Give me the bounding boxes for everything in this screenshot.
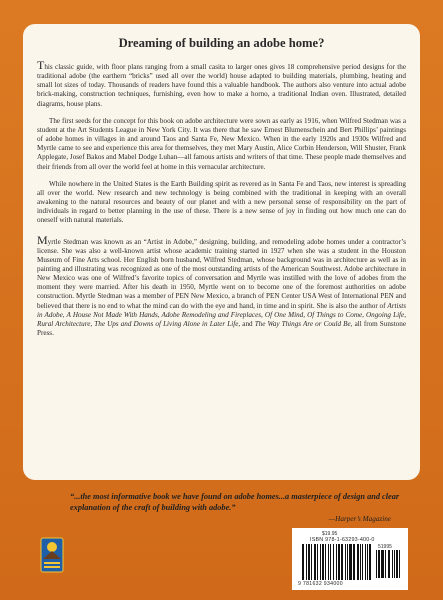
description-panel (23, 24, 420, 480)
barcode-bar (306, 544, 307, 580)
author-bio (37, 232, 406, 339)
barcode-bar (392, 550, 393, 578)
barcode-box (292, 528, 408, 590)
barcode-bar (345, 544, 346, 580)
barcode-bar (388, 550, 390, 578)
review-quote: “...the most informative book we have found on adobe homes...a masterpiece of design and clear explanation of the craft of building with adobe.” (70, 492, 400, 512)
barcode-bar (353, 544, 355, 580)
barcode-bar (308, 544, 310, 580)
barcode-bar (341, 544, 343, 580)
headline: Dreaming of building an adobe home? (118, 36, 325, 50)
history-paragraph: The first seeds for the concept for this book on adobe architecture were sown as early as 1916, when Wilfred Stedman was a student at the Art Students League in New York City. It was there that he saw Ernest Blumenschein and Bert Phillips’ paintings of adobe homes in villages in and around Taos and Santa Fe, New Mexico. When in the early 1920s and 1930s Wilfred and Myrtle came to see and experience this area for themselves, they met Mary Austin, Alice Corbin Henderson, Will Shuster, Frank Applegate, Josef Bakos and Mabel Dodge Luhan—all famous artists and writers of that time. These people made themselves and their friends from all over the world feel at home in this vernacular architecture. (37, 116, 406, 171)
barcode-bar (333, 544, 334, 580)
bio-text: Myrtle Stedman was known as an “Artist in Adobe,” designing, building, and remodeling adobe homes under a contractor’s license. She was also a well-known artist whose academic training started in 1927 when she was a student in the Houston Museum of Fine Arts school. Her English born husband, Wilfred Stedman, whose background was in architecture as well as in painting and illustrating was recognized as one of the most outstanding artists of the American Southwest. Adobe architecture in New Mexico was one of Wilfred’s favorite topics of conversation and Myrtle was instilled with the love of adobes from the moment they were married. After his death in 1950, Myrtle went on to become one of the foremost authorities on adobe construction. Myrtle Stedman was a member of PEN New Mexico, a branch of PEN Center USA West of International PEN and believed that there is no end to what the mind can do with the eye and hand, in time and in spirit. She is also the author of (37, 232, 406, 310)
barcode-bar (369, 544, 371, 580)
barcode-bar (394, 550, 395, 578)
barcode-bar (302, 544, 304, 580)
barcode-bar (362, 544, 363, 580)
addon-barcode-icon (376, 550, 400, 578)
review-attribution: —Harper’s Magazine (328, 515, 391, 523)
barcode-bar (367, 544, 368, 580)
bio-end: all from Sunstone Press. (37, 319, 406, 338)
bio-and: and (240, 319, 255, 328)
addon-number: 51995 (378, 544, 392, 550)
barcode-bar (365, 544, 366, 580)
barcode-bar (314, 544, 316, 580)
barcode-bar (376, 550, 377, 578)
barcode-bar (322, 544, 324, 580)
barcode-bar (399, 550, 400, 578)
barcode-bar (320, 544, 321, 580)
bio-book-last: The Way Things Are or Could Be, (254, 319, 353, 328)
barcode-bar (336, 544, 337, 580)
sunstone-press-logo-icon (40, 537, 64, 573)
barcode-bar (349, 544, 352, 580)
ean-number: 9 781632 934000 (298, 581, 343, 587)
barcode-bar (396, 550, 398, 578)
barcode-bar (360, 544, 361, 580)
barcode-bar (330, 544, 331, 580)
interest-paragraph: While nowhere in the United States is the Earth Building spirit as revered as in Santa Fe and Taos, new interest is spreading all over the world. New research and new technology is being combined with the traditional in keeping with an overall awakening to the natural resources and beauty of our planet and with a new personal sense of responsibility on the part of individuals in regard to better planning in the use of these. There is a new sense of joy in finding out how much one can do oneself with natural materials. (37, 179, 406, 225)
barcode-bar (381, 550, 384, 578)
barcode-bar (338, 544, 340, 580)
intro-paragraph: This classic guide, with floor plans ranging from a small casita to larger ones gives 18 comprehensive period designs for the traditional adobe (the earthern “bricks” used all over the world) house adapted to building materials, plumbing, heating and small lot sizes of today. Thousands of readers have found this a valuable handbook. The authors also venture into actual adobe brick-making, construction techniques, furnishing, even how to make a horno, a traditional Indian oven. Illustrated, detailed diagrams, house plans. (37, 58, 406, 108)
barcode-bar (317, 544, 318, 580)
barcode-bar (311, 544, 312, 580)
barcode-bar (378, 550, 380, 578)
isbn-label: ISBN 978-1-63293-400-0 (310, 537, 375, 543)
price-label: $19.95 (322, 531, 338, 537)
barcode-bar (357, 544, 359, 580)
barcode-bar (328, 544, 329, 580)
barcode-bar (347, 544, 348, 580)
isbn-barcode-icon (302, 544, 372, 580)
barcode-bar (385, 550, 386, 578)
bio-books-list: Artists in Adobe, A House Not Made With Hands, Adobe Remodeling and Fireplaces, Of One Mind, Of Things to Come, Ongoing Life, Rural Architecture, The Ups and Downs of Living Alone in Later Life, (37, 301, 406, 328)
barcode-bar (325, 544, 326, 580)
